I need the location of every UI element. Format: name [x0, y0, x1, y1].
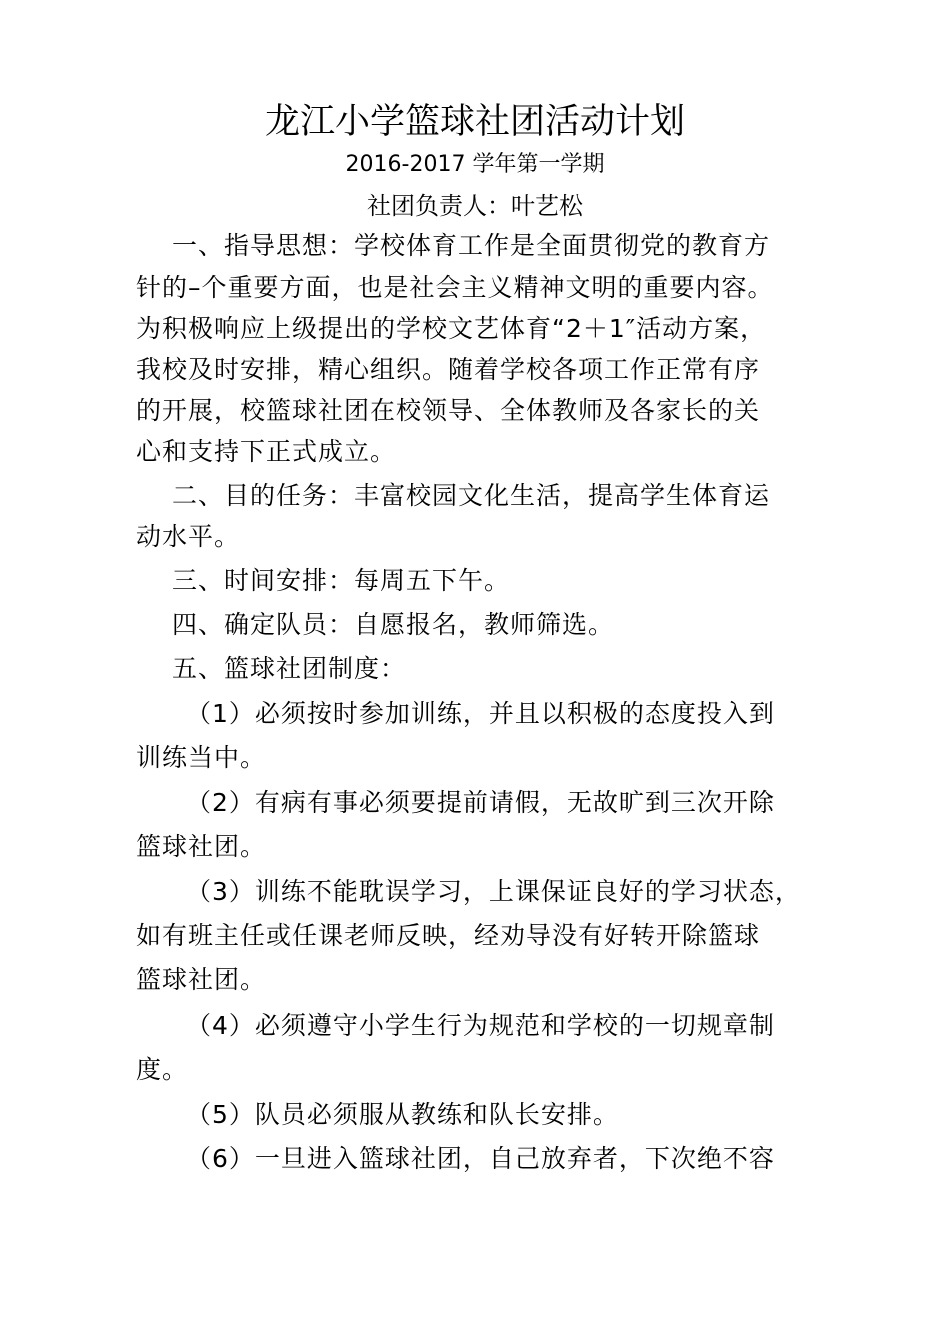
paragraph-line: 篮球社团。: [136, 832, 267, 861]
paragraph-line: （1）必须按时参加训练，并且以积极的态度投入到: [186, 699, 775, 728]
paragraph-line: 一、指导思想：学校体育工作是全面贯彻党的教育方: [172, 231, 771, 260]
document-subtitle: 2016-2017 学年第一学期: [345, 152, 605, 177]
paragraph-line: 训练当中。: [136, 743, 267, 772]
paragraph-line: 三、时间安排：每周五下午。: [172, 566, 511, 595]
paragraph-line: （2）有病有事必须要提前请假，无故旷到三次开除: [186, 788, 775, 817]
paragraph-line: 五、篮球社团制度：: [172, 654, 407, 683]
club-owner: 社团负责人：叶艺松: [367, 192, 583, 220]
paragraph-line: 如有班主任或任课老师反映，经劝导没有好转开除篮球: [136, 921, 761, 950]
paragraph-line: 度。: [136, 1055, 189, 1084]
paragraph-line: （6）一旦进入篮球社团，自己放弃者，下次绝不容: [186, 1144, 775, 1173]
paragraph-line: 为积极响应上级提出的学校文艺体育“2＋1″活动方案，: [136, 314, 767, 343]
document-title: 龙江小学篮球社团活动计划: [264, 102, 685, 142]
paragraph-line: （3）训练不能耽误学习，上课保证良好的学习状态，: [186, 877, 801, 906]
paragraph-line: 心和支持下正式成立。: [136, 437, 397, 466]
paragraph-line: 二、目的任务：丰富校园文化生活，提高学生体育运: [172, 481, 771, 510]
paragraph-line: （4）必须遵守小学生行为规范和学校的一切规章制: [186, 1011, 775, 1040]
paragraph-line: 四、确定队员：自愿报名，教师筛选。: [172, 610, 615, 639]
paragraph-line: 的开展，校篮球社团在校领导、全体教师及各家长的关: [136, 396, 761, 425]
paragraph-line: 针的–个重要方面，也是社会主义精神文明的重要内容。: [136, 273, 774, 302]
paragraph-line: 篮球社团。: [136, 965, 267, 994]
paragraph-line: 我校及时安排，精心组织。随着学校各项工作正常有序: [136, 355, 761, 384]
paragraph-line: 动水平。: [136, 522, 241, 551]
paragraph-line: （5）队员必须服从教练和队长安排。: [186, 1100, 619, 1129]
